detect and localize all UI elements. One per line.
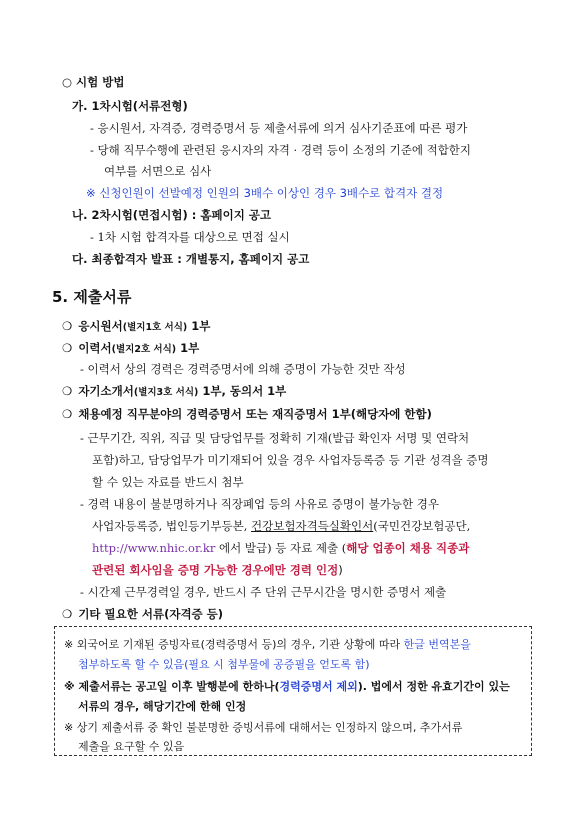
note-3-line1: ※ 상기 제출서류 중 확인 불분명한 증빙서류에 대해서는 인정하지 않으며, 추가서류 — [64, 721, 463, 734]
career-cert-sub2-line4: 관련된 회사임을 증명 가능한 경우에만 경력 인정) — [92, 563, 343, 577]
bullet-icon: ❍ — [62, 607, 73, 621]
exam-step1-item-2-cont: 여부를 서면으로 심사 — [104, 164, 212, 178]
doc-item-resume-sub: - 이력서 상의 경력은 경력증명서에 의해 증명이 가능한 것만 작성 — [80, 362, 406, 376]
career-cert-sub1-line1: - 근무기간, 직위, 직급 및 담당업무를 정확히 기재(발급 확인자 서명 및 연락처 — [80, 431, 470, 445]
exam-step2-title: 나. 2차시험(면접시험) : 홈페이지 공고 — [72, 208, 272, 222]
exam-step1-note: ※ 신청인원이 선발예정 인원의 3배수 이상인 경우 3배수로 합격자 결정 — [86, 186, 444, 200]
exam-method-heading: ○ 시험 방법 — [62, 75, 125, 89]
exam-step2-item: - 1차 시험 합격자를 대상으로 면접 실시 — [90, 230, 290, 244]
insurance-cert-link: 건강보험자격득실확인서 — [251, 519, 374, 533]
career-cert-sub2-line1: - 경력 내용이 불분명하거나 직장폐업 등의 사유로 증명이 불가능한 경우 — [80, 497, 439, 511]
doc-item-other: ❍ 기타 필요한 서류(자격증 등) — [62, 607, 224, 621]
bullet-icon: ❍ — [62, 319, 73, 333]
exam-step3-title: 다. 최종합격자 발표 : 개별통지, 홈페이지 공고 — [72, 252, 310, 266]
exam-step1-item-2: - 당해 직무수행에 관련된 응시자의 자격 · 경력 등이 소정의 기준에 적합한지 — [90, 143, 472, 157]
career-cert-sub3: - 시간제 근무경력일 경우, 반드시 주 단위 근무시간을 명시한 증명서 제출 — [80, 585, 447, 599]
exam-step1-item-1: - 응시원서, 자격증, 경력증명서 등 제출서류에 의거 심사기준표에 따른 평가 — [90, 121, 468, 135]
bullet-icon: ❍ — [62, 384, 73, 398]
section-title: 5. 제출서류 — [52, 288, 132, 306]
note-2-line1: ※ 제출서류는 공고일 이후 발행분에 한하나(경력증명서 제외). 법에서 정한 유효기간이 있는 — [64, 680, 510, 693]
career-cert-sub1-line2: 포함)하고, 담당업무가 미기재되어 있을 경우 사업자등록증 등 기관 성격을 증명 — [92, 453, 489, 467]
career-cert-sub1-line3: 할 수 있는 자료를 반드시 첨부 — [92, 475, 244, 489]
doc-item-resume: ❍ 이력서(별지2호 서식) 1부 — [62, 341, 200, 355]
nhic-url-link[interactable]: http://www.nhic.or.kr — [92, 541, 216, 555]
note-1-line1: ※ 외국어로 기재된 증빙자료(경력증명서 등)의 경우, 기관 상황에 따라 한글 번역본을 — [64, 638, 471, 651]
career-cert-sub2-line3: http://www.nhic.or.kr 에서 발급) 등 자료 제출 (해당 업종이 채용 직종과 — [92, 541, 470, 555]
note-3-line2: 제출을 요구할 수 있음 — [78, 740, 185, 753]
doc-item-self-intro: ❍ 자기소개서(별지3호 서식) 1부, 동의서 1부 — [62, 384, 287, 398]
note-1-line2: 첨부하도록 할 수 있음(필요 시 첨부물에 공증필을 얻도록 함) — [78, 658, 370, 671]
career-cert-sub2-line2: 사업자등록증, 법인등기부등본, 건강보험자격득실확인서(국민건강보험공단, — [92, 519, 471, 533]
doc-item-application: ❍ 응시원서(별지1호 서식) 1부 — [62, 319, 211, 333]
note-2-line2: 서류의 경우, 해당기간에 한해 인정 — [78, 700, 247, 713]
bullet-icon: ❍ — [62, 341, 73, 355]
exam-step1-title: 가. 1차시험(서류전형) — [72, 99, 188, 113]
bullet-icon: ❍ — [62, 407, 73, 421]
doc-item-career-cert: ❍ 채용예정 직무분야의 경력증명서 또는 재직증명서 1부(해당자에 한함) — [62, 407, 432, 421]
